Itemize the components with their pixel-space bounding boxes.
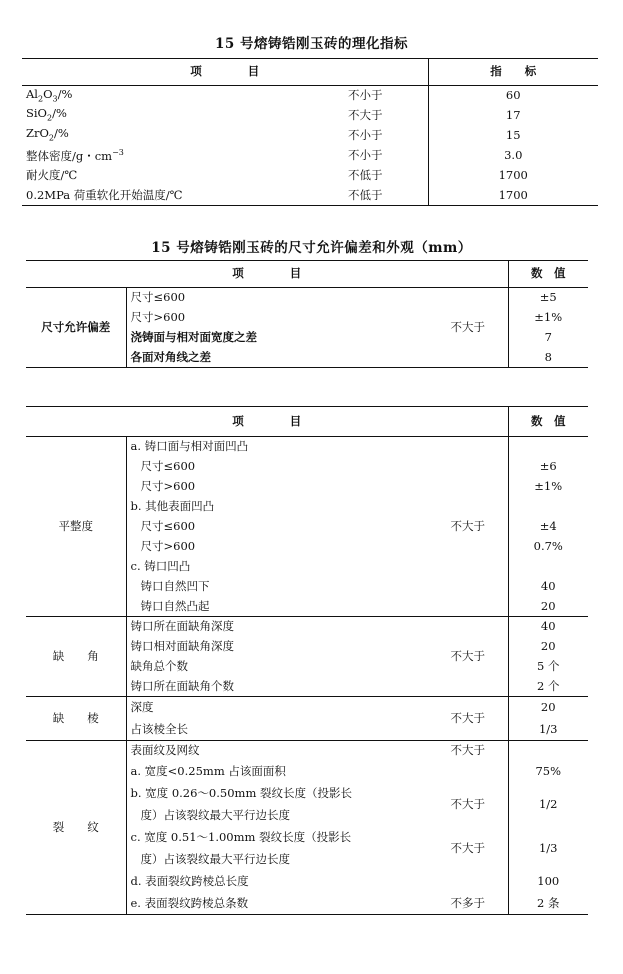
table-row bbox=[22, 166, 598, 186]
row-value: 1700 bbox=[428, 186, 598, 206]
row-value: 1/3 bbox=[508, 719, 588, 741]
row-condition: 不小于 bbox=[348, 147, 383, 162]
row-value: 7 bbox=[508, 328, 588, 348]
row-condition: 不低于 bbox=[348, 167, 383, 182]
table-row bbox=[26, 741, 588, 761]
row-value bbox=[508, 557, 588, 577]
header-value: 数 值 bbox=[508, 407, 588, 437]
header-item: 项 目 bbox=[22, 59, 428, 86]
row-item: 尺寸≤600 bbox=[126, 517, 428, 537]
table3-header bbox=[26, 407, 588, 437]
row-condition: 不大于 bbox=[428, 288, 508, 368]
row-value: ±1% bbox=[508, 477, 588, 497]
row-condition: 不低于 bbox=[344, 186, 428, 206]
row-item: 占该棱全长 bbox=[126, 719, 428, 741]
row-item: c. 铸口凹凸 bbox=[126, 557, 428, 577]
row-item: 浇铸面与相对面宽度之差 bbox=[126, 328, 428, 348]
row-name: 整体密度/g・$cm^{-3}$ bbox=[26, 147, 124, 163]
row-name: 0.2MPa 荷重软化开始温度/℃ bbox=[22, 186, 344, 206]
row-item: 尺寸>600 bbox=[126, 477, 428, 497]
row-value: 1700 bbox=[428, 166, 598, 186]
row-item: b. 宽度 0.26～0.50mm 裂纹长度（投影长 bbox=[126, 783, 428, 805]
row-condition: 不大于 bbox=[428, 617, 508, 697]
header-index: 指 标 bbox=[428, 59, 598, 86]
row-value: ±1% bbox=[508, 308, 588, 328]
row-value: ±4 bbox=[508, 517, 588, 537]
row-item: 尺寸>600 bbox=[126, 308, 428, 328]
table1-physical-chemical bbox=[22, 58, 598, 206]
row-item: 度）占该裂纹最大平行边长度 bbox=[126, 849, 428, 871]
group-label-flatness: 平整度 bbox=[58, 518, 93, 533]
row-item: 铸口所在面缺角个数 bbox=[126, 677, 428, 697]
row-item: d. 表面裂纹跨棱总长度 bbox=[126, 871, 428, 893]
row-value bbox=[508, 741, 588, 761]
table2-title: 15 号熔铸锆刚玉砖的尺寸允许偏差和外观（mm） bbox=[151, 240, 472, 256]
row-value bbox=[508, 437, 588, 457]
table-row bbox=[22, 186, 598, 206]
table-row bbox=[26, 437, 588, 457]
row-value: 3.0 bbox=[428, 146, 598, 166]
row-value: 1/3 bbox=[508, 827, 588, 871]
header-item: 项 目 bbox=[26, 261, 508, 288]
row-value: 15 bbox=[428, 126, 598, 146]
header-item: 项 目 bbox=[26, 407, 508, 437]
row-value: 17 bbox=[428, 106, 598, 126]
row-item: 铸口相对面缺角深度 bbox=[126, 637, 428, 657]
row-value: 2 个 bbox=[508, 677, 588, 697]
table2-header bbox=[26, 261, 588, 288]
table-row bbox=[22, 126, 598, 146]
table-row bbox=[26, 288, 588, 308]
row-item: e. 表面裂纹跨棱总条数 bbox=[126, 893, 428, 915]
row-value: 60 bbox=[428, 86, 598, 106]
group-label-crack: 裂 纹 bbox=[26, 741, 126, 915]
row-value: 8 bbox=[508, 348, 588, 368]
row-condition: 不大于 bbox=[450, 518, 485, 533]
row-value bbox=[508, 497, 588, 517]
table-row bbox=[22, 106, 598, 126]
row-item: 尺寸>600 bbox=[126, 537, 428, 557]
row-condition: 不大于 bbox=[428, 697, 508, 741]
row-item: 铸口所在面缺角深度 bbox=[126, 617, 428, 637]
group-label-corner: 缺 角 bbox=[26, 617, 126, 697]
table3-appearance bbox=[26, 406, 588, 915]
row-value: 20 bbox=[508, 697, 588, 719]
row-condition bbox=[428, 761, 508, 783]
table-row bbox=[22, 146, 598, 166]
row-item: 表面纹及网纹 bbox=[126, 741, 428, 761]
row-item: 深度 bbox=[126, 697, 428, 719]
row-value: ±5 bbox=[508, 288, 588, 308]
row-condition: 不大于 bbox=[428, 741, 508, 761]
row-condition: 不多于 bbox=[428, 893, 508, 915]
row-value: 2 条 bbox=[508, 893, 588, 915]
row-name: SiO$_2$/% bbox=[26, 106, 67, 123]
row-value: 20 bbox=[508, 637, 588, 657]
row-item: 尺寸≤600 bbox=[126, 457, 428, 477]
row-item: 铸口自然凹下 bbox=[126, 577, 428, 597]
row-condition: 不大于 bbox=[450, 796, 485, 811]
row-value: 100 bbox=[508, 871, 588, 893]
table2-dimension-tolerance bbox=[26, 260, 588, 368]
row-value: ±6 bbox=[508, 457, 588, 477]
row-condition: 不小于 bbox=[348, 127, 383, 142]
row-condition: 不大于 bbox=[450, 840, 485, 855]
row-item: 各面对角线之差 bbox=[126, 348, 428, 368]
row-item: 铸口自然凸起 bbox=[126, 597, 428, 617]
table1-header bbox=[22, 59, 598, 86]
row-item: 缺角总个数 bbox=[126, 657, 428, 677]
row-item: 尺寸≤600 bbox=[126, 288, 428, 308]
row-value: 40 bbox=[508, 617, 588, 637]
row-value: 0.7% bbox=[508, 537, 588, 557]
table-row bbox=[22, 86, 598, 106]
group-label: 尺寸允许偏差 bbox=[26, 288, 126, 368]
row-item: 度）占该裂纹最大平行边长度 bbox=[126, 805, 428, 827]
row-item: a. 宽度<0.25mm 占该面面积 bbox=[126, 761, 428, 783]
row-condition bbox=[428, 871, 508, 893]
table1-title: 15 号熔铸锆刚玉砖的理化指标 bbox=[215, 36, 408, 52]
table-row bbox=[26, 697, 588, 719]
group-label-edge: 缺 棱 bbox=[26, 697, 126, 741]
row-value: 5 个 bbox=[508, 657, 588, 677]
row-value: 1/2 bbox=[508, 783, 588, 827]
row-item: c. 宽度 0.51～1.00mm 裂纹长度（投影长 bbox=[126, 827, 428, 849]
row-item: b. 其他表面凹凸 bbox=[126, 497, 428, 517]
row-name: ZrO$_2$/% bbox=[26, 126, 69, 143]
row-value: 20 bbox=[508, 597, 588, 617]
row-name: 耐火度/℃ bbox=[26, 167, 78, 182]
row-value: 40 bbox=[508, 577, 588, 597]
row-condition: 不大于 bbox=[348, 107, 383, 122]
row-item: a. 铸口面与相对面凹凸 bbox=[126, 437, 428, 457]
row-name: $Al_2O_3/\%$ bbox=[26, 86, 73, 103]
row-value: 75% bbox=[508, 761, 588, 783]
row-condition: 不小于 bbox=[348, 88, 383, 102]
table-row bbox=[26, 617, 588, 637]
header-value: 数 值 bbox=[508, 261, 588, 288]
